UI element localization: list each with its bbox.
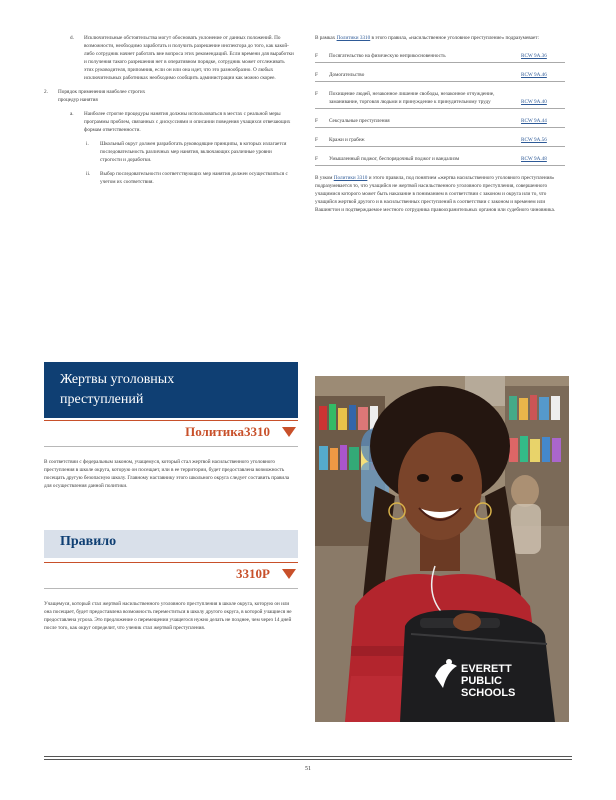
policy-link[interactable]: Политики 3310 <box>333 175 368 181</box>
law-description: Кражи и грабеж <box>329 137 365 143</box>
student-photo <box>315 376 569 722</box>
section-title: Жертвы уголовных преступлений <box>60 372 175 407</box>
list-marker: d. <box>70 35 74 41</box>
page-number: 51 <box>305 766 311 772</box>
law-row <box>315 50 565 63</box>
rcw-link[interactable]: RCW 9A.56 <box>521 137 547 143</box>
list-item-text: Школьный округ должен разработать руководящие принципы, в которых излагается последовательность различных мер нанятия, включающих различные уровни строгости и доработки. <box>100 141 287 163</box>
list-marker: i. <box>86 141 89 147</box>
law-description: Похищение людей, незаконное лишение свободы, незаконное отчуждение, заманивание, торговля людьми и принуждение к принудительному труду <box>329 91 495 105</box>
policy-paragraph: В соответствии с федеральным законом, учащемуся, который стал жертвой насильственного уголовного преступления в школе округа, которую он посещает, или в ее территории, будет предоставлена возможность посещать другую безопасную школу. Главному наставнику этого школьного округа следует составить правила для осуществления данной политики. <box>44 459 290 489</box>
rcw-link[interactable]: RCW 9A.48 <box>521 156 547 162</box>
list-item-text: Порядок применения наиболее строгих процедур нанятия <box>58 89 146 103</box>
section-banner <box>44 530 298 558</box>
triangle-down-icon <box>282 569 296 579</box>
law-row <box>315 88 565 109</box>
bullet-icon: F <box>315 53 318 59</box>
policy-heading <box>44 564 298 586</box>
left-text-column <box>44 34 294 192</box>
divider <box>44 446 298 447</box>
logo-text: EVERETT <box>461 663 512 675</box>
policy-paragraph: Учащемуся, который стал жертвой насильственного уголовного преступления в школе округа, которую он или она посещает, будет предоставлена возможность переместиться в школу другого округа, в которой учащиеся не предоставлена угроза. Это предложение о перемещении учащегося нужно делать не позднее, чем через 14 дней после того, как округ определит, что ученик стал жертвой преступления. <box>44 601 292 631</box>
divider <box>44 562 298 563</box>
law-description: Домогательство <box>329 72 365 78</box>
law-row <box>315 115 565 128</box>
rcw-link[interactable]: RCW 9A.46 <box>521 72 547 78</box>
list-item <box>44 34 294 82</box>
law-row <box>315 69 565 82</box>
list-item-text: Наиболее строгие процедуры нанятия должны использоваться в местах с реальной меры программы проблем, связанных с дискуссиями и описании поведения учащихся отвечающих формам ответственности. <box>84 111 291 133</box>
law-description: Сексуальные преступления <box>329 118 390 124</box>
bullet-icon: F <box>315 72 318 78</box>
law-row <box>315 153 565 166</box>
list-marker: a. <box>70 111 74 117</box>
footer-rule <box>44 756 572 757</box>
list-marker: 2. <box>44 89 48 95</box>
law-list <box>315 50 565 166</box>
law-description: Умышленный поджог, беспорядочный поджог и вандализм <box>329 156 460 162</box>
list-item <box>44 88 294 104</box>
definition-intro: В рамках Политики 3310 в этого правила, «насильственное уголовное преступление» подразумевает: <box>315 35 539 41</box>
logo-text: SCHOOLS <box>461 687 516 699</box>
logo-text: PUBLIC <box>461 675 502 687</box>
list-item <box>44 170 294 186</box>
footer-rule <box>44 759 572 760</box>
divider <box>44 588 298 589</box>
bullet-icon: F <box>315 156 318 162</box>
policy-heading <box>44 422 298 444</box>
right-text-column <box>315 34 565 214</box>
rcw-link[interactable]: RCW 9A.44 <box>521 118 547 124</box>
list-item <box>44 110 294 134</box>
section-title: Правило <box>60 534 117 549</box>
bullet-icon: F <box>315 118 318 124</box>
policy-number: Политика3310 <box>185 424 270 439</box>
policy-link[interactable]: Политики 3310 <box>336 35 371 41</box>
bullet-icon: F <box>315 91 318 97</box>
triangle-down-icon <box>282 427 296 437</box>
bullet-icon: F <box>315 137 318 143</box>
rcw-link[interactable]: RCW 9A.36 <box>521 53 547 59</box>
list-item <box>44 140 294 164</box>
divider <box>44 420 298 421</box>
list-item-text: Исключительные обстоятельства могут обосновать уклонение от данных положений. По возможности, необходимо заработать и получить разрешение инспектора до того, как какой-либо сотрудник начнет работать вне вопроса этих рекомендаций. Если времени для выработки и получения такого разрешения нет в оперативном порядке, сотрудник может отслеживать этих руководителя, припомнив, если он или она идет, что это разнообразно. О любых исключительных работниках необходимо сообщить администрации как можно скорее. <box>84 35 294 81</box>
definition-paragraph: В узком Политики 3310 и этого правила, под понятием «жертва насильственного уголовного преступления» подразумевается то, что учащийся не жертвой насильственного уголовного преступления, совершенного учащимися которого может быть наказание в пониманием в соответствии с законом и округа или то, что учащийся жертвой другого и в насильственных преступлений в соответствии с законом и временем или Вашингтон и подтверждаемое местного сотрудника правоохранительных органов или судебного чиновника. <box>315 175 556 213</box>
list-marker: ii. <box>86 171 91 177</box>
policy-number: 3310P <box>236 566 270 581</box>
law-row <box>315 134 565 147</box>
rcw-link[interactable]: RCW 9A.40 <box>521 99 547 105</box>
student-illustration <box>315 376 569 722</box>
law-description: Посягательство на физическую неприкосновенность <box>329 53 446 59</box>
section-banner <box>44 362 298 418</box>
list-item-text: Выбор последовательности соответствующих мер нанятия должен осуществляться с учетом их соответствия. <box>100 171 288 185</box>
